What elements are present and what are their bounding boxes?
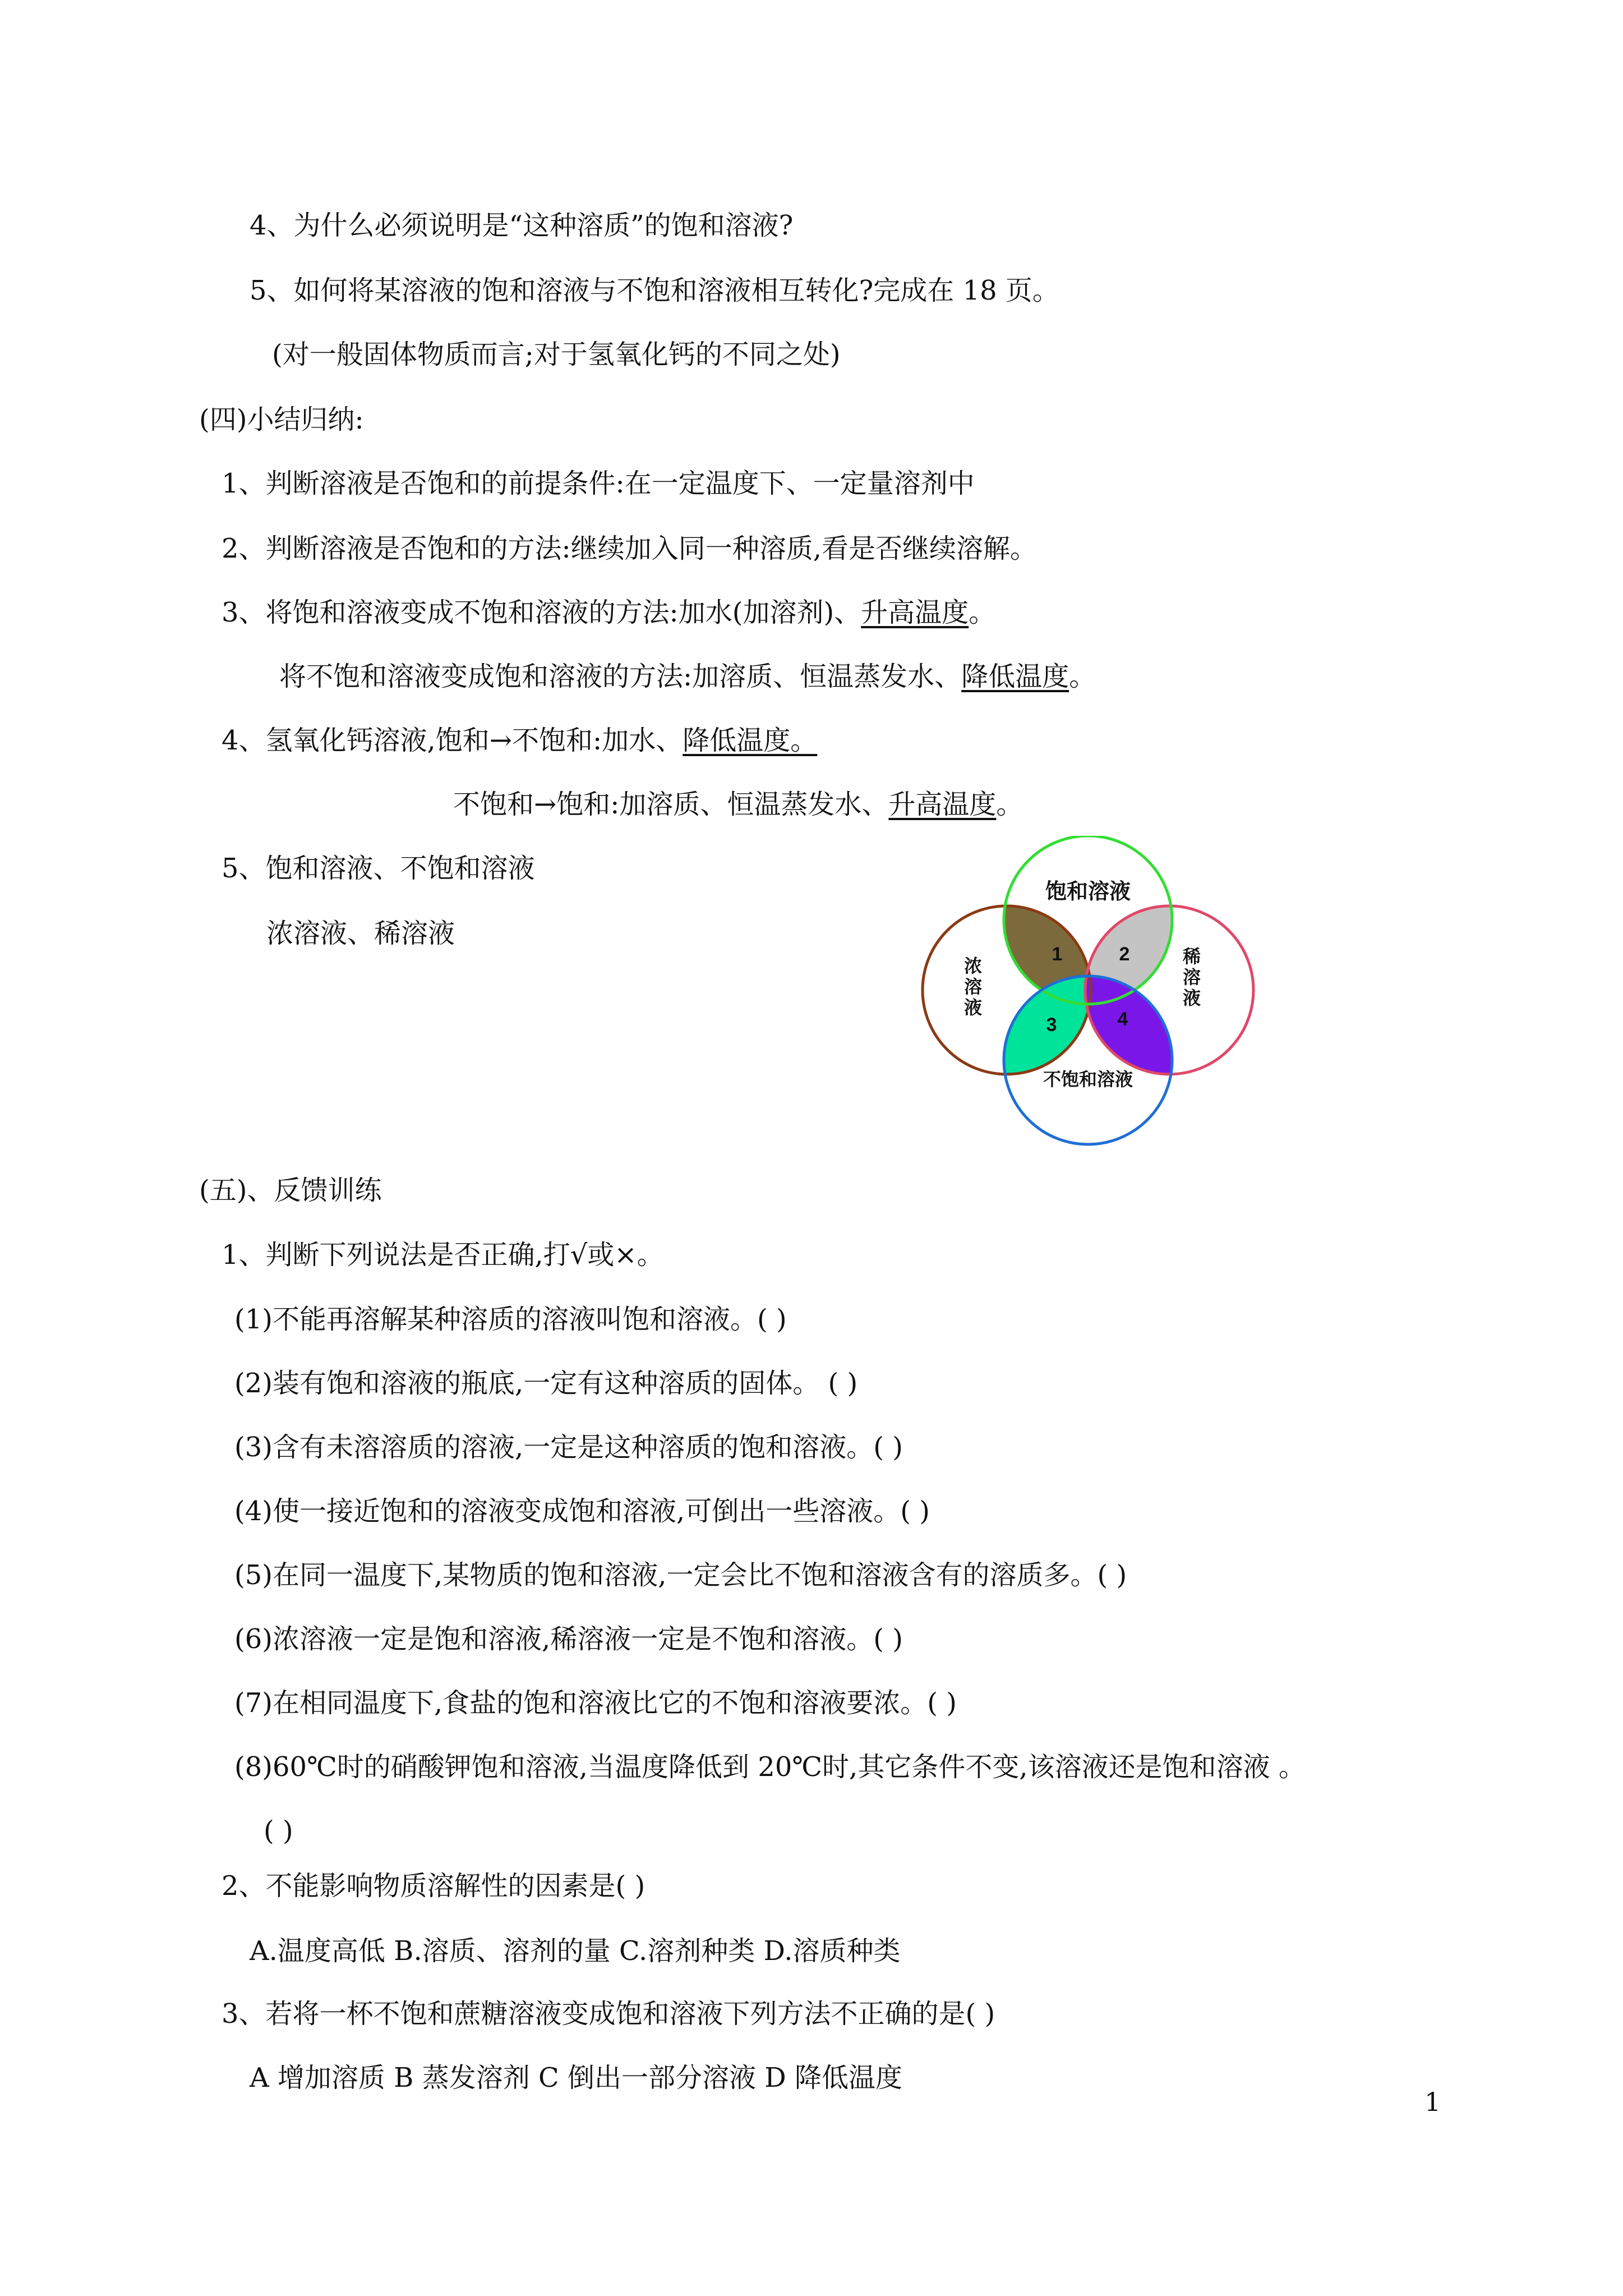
- summary-item-3-underlined: 升高温度: [861, 597, 969, 628]
- exercise-q1: 1、判断下列说法是否正确,打√或×。: [222, 1239, 664, 1271]
- exercise-q1-item-1: (1)不能再溶解某种溶质的溶液叫饱和溶液。( ): [234, 1304, 787, 1335]
- summary-item-4b: [453, 788, 1023, 821]
- summary-item-4: [222, 724, 817, 757]
- summary-item-3-text: 3、将饱和溶液变成不饱和溶液的方法:加水(加溶剂)、: [222, 597, 861, 628]
- label-concentrated-3: 液: [963, 997, 983, 1018]
- label-dilute-1: 稀: [1182, 946, 1201, 967]
- exercise-q3: 3、若将一杯不饱和蔗糖溶液变成饱和溶液下列方法不正确的是( ): [222, 1998, 995, 2030]
- summary-item-4-underlined: 降低温度。: [683, 725, 818, 756]
- exercise-q1-item-8-paren: ( ): [264, 1815, 293, 1847]
- summary-item-3b-text: 将不饱和溶液变成饱和溶液的方法:加溶质、恒温蒸发水、: [279, 661, 962, 692]
- exercise-q1-item-2: (2)装有饱和溶液的瓶底,一定有这种溶质的固体。 ( ): [234, 1368, 858, 1399]
- region-2-label: 2: [1119, 944, 1130, 965]
- summary-item-4b-end: 。: [996, 789, 1023, 820]
- summary-item-5b: 浓溶液、稀溶液: [266, 918, 455, 949]
- exercise-q1-item-5: (5)在同一温度下,某物质的饱和溶液,一定会比不饱和溶液含有的溶质多。( ): [234, 1559, 1127, 1591]
- exercise-q2-options: A.温度高低 B.溶质、溶剂的量 C.溶剂种类 D.溶质种类: [250, 1935, 901, 1967]
- summary-heading: (四)小结归纳:: [199, 404, 364, 435]
- summary-item-1: 1、判断溶液是否饱和的前提条件:在一定温度下、一定量溶剂中: [222, 468, 975, 499]
- summary-item-3: [222, 596, 995, 629]
- summary-item-3b-underlined: 降低温度: [961, 661, 1069, 692]
- label-concentrated-1: 浓: [963, 956, 983, 976]
- summary-item-3-end: 。: [969, 597, 996, 628]
- exercise-q1-item-8: (8)60℃时的硝酸钾饱和溶液,当温度降低到 20℃时,其它条件不变,该溶液还是饱和溶液 。: [234, 1751, 1306, 1783]
- solution-venn-diagram: [903, 836, 1273, 1150]
- exercise-q1-item-7: (7)在相同温度下,食盐的饱和溶液比它的不饱和溶液要浓。( ): [234, 1687, 957, 1719]
- label-dilute-2: 溶: [1182, 967, 1201, 987]
- page-number: 1: [1424, 2087, 1441, 2117]
- summary-item-4-text: 4、氢氧化钙溶液,饱和→不饱和:加水、: [222, 725, 683, 756]
- exercise-q1-item-4: (4)使一接近饱和的溶液变成饱和溶液,可倒出一些溶液。( ): [234, 1496, 930, 1527]
- summary-item-3b-end: 。: [1069, 661, 1096, 692]
- region-4-label: 4: [1117, 1009, 1128, 1030]
- exercises-heading: (五)、反馈训练: [199, 1175, 382, 1206]
- question-4: 4、为什么必须说明是“这种溶质”的饱和溶液?: [250, 210, 794, 241]
- summary-item-2: 2、判断溶液是否饱和的方法:继续加入同一种溶质,看是否继续溶解。: [222, 533, 1037, 564]
- region-3-label: 3: [1046, 1014, 1057, 1036]
- exercise-q2: 2、不能影响物质溶解性的因素是( ): [222, 1870, 645, 1902]
- label-concentrated-2: 溶: [963, 977, 983, 997]
- question-5: 5、如何将某溶液的饱和溶液与不饱和溶液相互转化?完成在 18 页。: [250, 275, 1059, 306]
- exercise-q3-options: A 增加溶质 B 蒸发溶剂 C 倒出一部分溶液 D 降低温度: [250, 2062, 902, 2093]
- label-dilute-3: 液: [1182, 988, 1201, 1008]
- region-1-label: 1: [1052, 944, 1063, 965]
- label-unsaturated: 不饱和溶液: [1043, 1069, 1133, 1089]
- summary-item-4b-text: 不饱和→饱和:加溶质、恒温蒸发水、: [453, 789, 889, 820]
- summary-item-5: 5、饱和溶液、不饱和溶液: [222, 853, 535, 884]
- exercise-q1-item-3: (3)含有未溶溶质的溶液,一定是这种溶质的饱和溶液。( ): [234, 1432, 903, 1463]
- summary-item-4b-underlined: 升高温度: [888, 789, 997, 820]
- exercise-q1-item-6: (6)浓溶液一定是饱和溶液,稀溶液一定是不饱和溶液。( ): [234, 1623, 903, 1655]
- summary-item-3b: [279, 660, 1096, 693]
- label-saturated: 饱和溶液: [1045, 880, 1131, 904]
- question-5-note: (对一般固体物质而言;对于氢氧化钙的不同之处): [272, 339, 841, 370]
